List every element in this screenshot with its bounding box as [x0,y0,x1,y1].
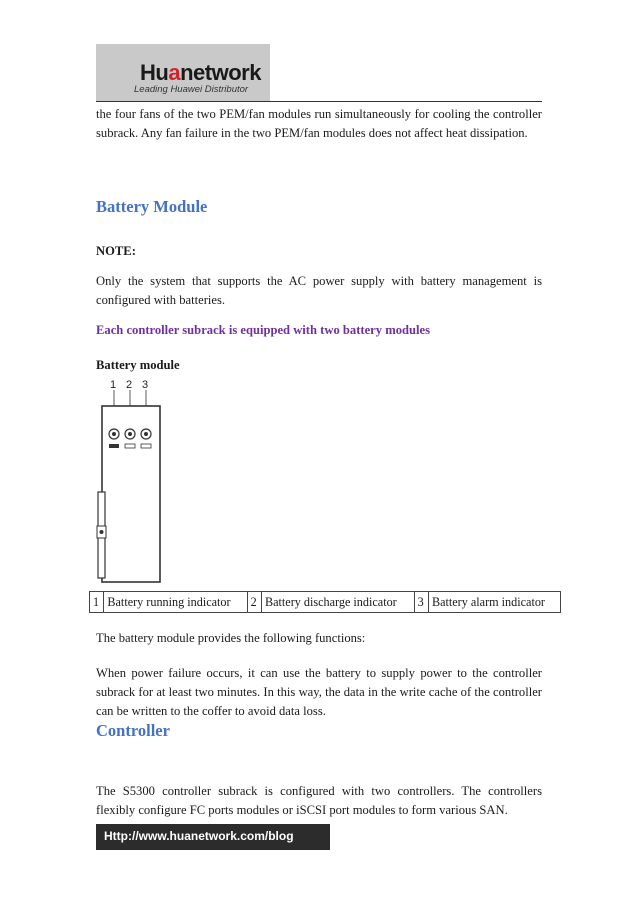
logo-tagline: Leading Huawei Distributor [134,84,249,95]
logo-wordmark: Huanetwork [140,60,261,85]
footer-url[interactable]: Http://www.huanetwork.com/blog [104,829,294,843]
figure-number-3: 3 [142,379,149,391]
figure-number-1: 1 [110,379,117,391]
legend-label-2: Battery discharge indicator [261,592,414,613]
legend-label-1: Battery running indicator [104,592,247,613]
figure-legend-table [89,591,561,613]
functions-intro: The battery module provides the following functions: [96,631,366,645]
header-rule [96,101,542,102]
note-text: Only the system that supports the AC power supply with battery management is configured with batteries. [96,274,542,307]
legend-num-2: 2 [247,592,261,613]
functions-text: When power failure occurs, it can use the battery to supply power to the controller subrack for at least two minutes. In this way, the data in the write cache of the controller can be written to the coffer to avoid data loss. [96,666,542,718]
note-label: NOTE: [96,244,136,258]
legend-num-1: 1 [90,592,104,613]
battery-module-figure [96,376,176,584]
highlight-text: Each controller subrack is equipped with two battery modules [96,323,430,337]
figure-title: Battery module [96,358,180,372]
legend-label-3: Battery alarm indicator [428,592,560,613]
figure-number-2: 2 [126,379,133,391]
controller-heading: Controller [96,721,170,740]
intro-paragraph: the four fans of the two PEM/fan modules run simultaneously for cooling the controller subrack. Any fan failure in the two PEM/fan modules does not affect heat dissipation. [96,107,542,140]
legend-num-3: 3 [414,592,428,613]
table-row [90,592,561,613]
controller-text: The S5300 controller subrack is configured with two controllers. The controllers flexibly configure FC ports modules or iSCSI port modules to form various SAN. [96,784,542,817]
battery-heading: Battery Module [96,197,208,216]
